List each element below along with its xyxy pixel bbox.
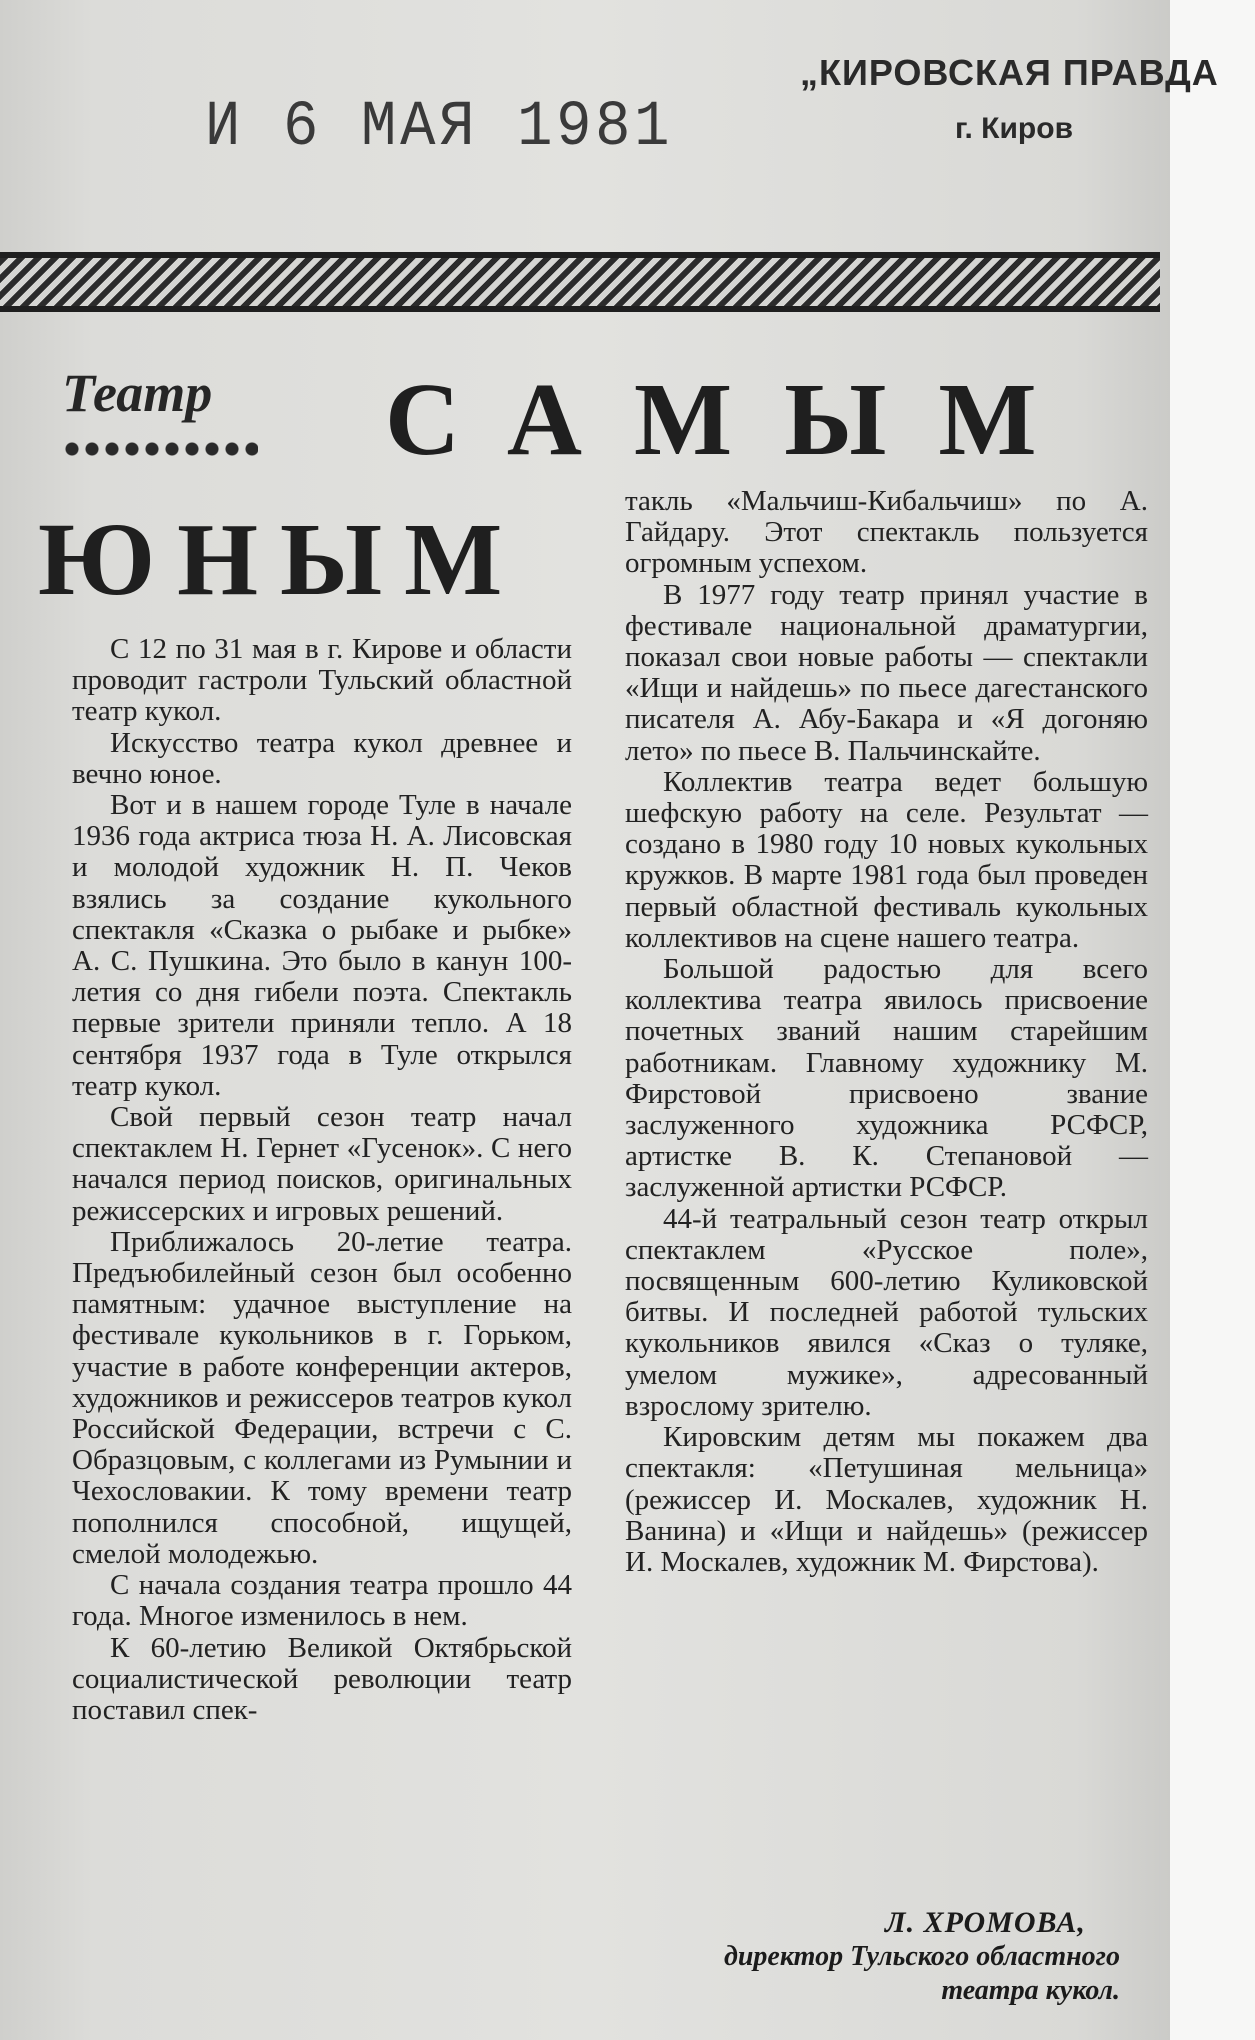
newspaper-name: „КИРОВСКАЯ ПРАВДА	[800, 52, 1219, 93]
headline-line-1: САМЫМ	[385, 362, 1089, 477]
article-column-left	[72, 634, 572, 1726]
article-paragraph: 44-й театральный сезон театр открыл спектаклем «Русское поле», посвященным 600-летию Куликовской битвы. И последней работой тульских кукольников явился «Сказ о туляке, умелом мужике», адресованный взрослому зрителю.	[625, 1202, 1148, 1422]
article-paragraph: Коллектив театра ведет большую шефскую работу на селе. Результат — создано в 1980 году 10 новых кукольных кружков. В марте 1981 года был проведен первый областной фестиваль кукольных коллективов на сцене нашего театра.	[625, 765, 1148, 954]
article-paragraph: Большой радостью для всего коллектива театра явилось присвоение почетных званий нашим старейшим работникам. Главному художнику М. Фирстовой присвоено звание заслуженного художника РСФСР, артистке В. К. Степановой — заслуженной артистки РСФСР.	[625, 953, 1148, 1204]
article-paragraph: такль «Мальчиш-Кибальчиш» по А. Гайдару. Этот спектакль пользуется огромным успехом.	[625, 485, 1148, 580]
date-stamp: И 6 МАЯ 1981	[205, 92, 674, 164]
article-lead: С 12 по 31 мая в г. Кирове и области проводит гастроли Тульский областной театр кукол.	[72, 633, 572, 728]
ornamental-border	[0, 252, 1160, 312]
article-paragraph: Искусство театра кукол древнее и вечно юное.	[72, 726, 572, 790]
article-paragraph: Кировским детям мы покажем два спектакля: «Петушиная мельница» (режиссер И. Москалев, художник Н. Ванина) и «Ищи и найдешь» (режиссер И. Москалев, художник М. Фирстова).	[625, 1421, 1148, 1578]
article-paragraph: К 60-летию Великой Октябрьской социалистической революции театр поставил спек-	[72, 1631, 572, 1726]
article-paragraph: Вот и в нашем городе Туле в начале 1936 года актриса тюза Н. А. Лисовская и молодой художник Н. П. Чеков взялись за создание кукольного спектакля «Сказка о рыбаке и рыбке» А. С. Пушкина. Это было в канун 100-летия со дня гибели поэта. Спектакль первые зрители приняли тепло. А 18 сентября 1937 года в Туле открылся театр кукол.	[72, 789, 572, 1102]
article-paragraph: Приближалось 20-летие театра. Предъюбилейный сезон был особенно памятным: удачное выступление на фестивале кукольников в г. Горьком, участие в работе конференции актеров, художников и режиссеров театров кукол Российской Федерации, встречи с С. Образцовым, с коллегами из Румынии и Чехословакии. К тому времени театр пополнился способной, ищущей, смелой молодежью.	[72, 1225, 572, 1570]
article-paragraph: В 1977 году театр принял участие в фестивале национальной драматургии, показал свои новые работы — спектакли «Ищи и найдешь» по пьесе дагестанского писателя А. Абу-Бакара и «Я догоняю лето» по пьесе В. Пальчинскайте.	[625, 578, 1148, 767]
headline-line-2: ЮНЫМ	[38, 502, 525, 617]
newspaper-city: г. Киров	[955, 112, 1074, 145]
article-paragraph: С начала создания театра прошло 44 года. Многое изменилось в нем.	[72, 1569, 572, 1633]
author-title: директор Тульского областного театра кукол.	[723, 1941, 1120, 2006]
author-name: Л. ХРОМОВА,	[885, 1906, 1086, 1939]
page-margin	[1170, 0, 1255, 2040]
article-column-right	[625, 486, 1148, 1578]
rubric-dots-ornament	[62, 440, 258, 458]
rubric-label: Театр	[62, 363, 213, 423]
article-paragraph: Свой первый сезон театр начал спектаклем Н. Гернет «Гусенок». С него начался период поисков, оригинальных режиссерских и игровых решений.	[72, 1101, 572, 1227]
